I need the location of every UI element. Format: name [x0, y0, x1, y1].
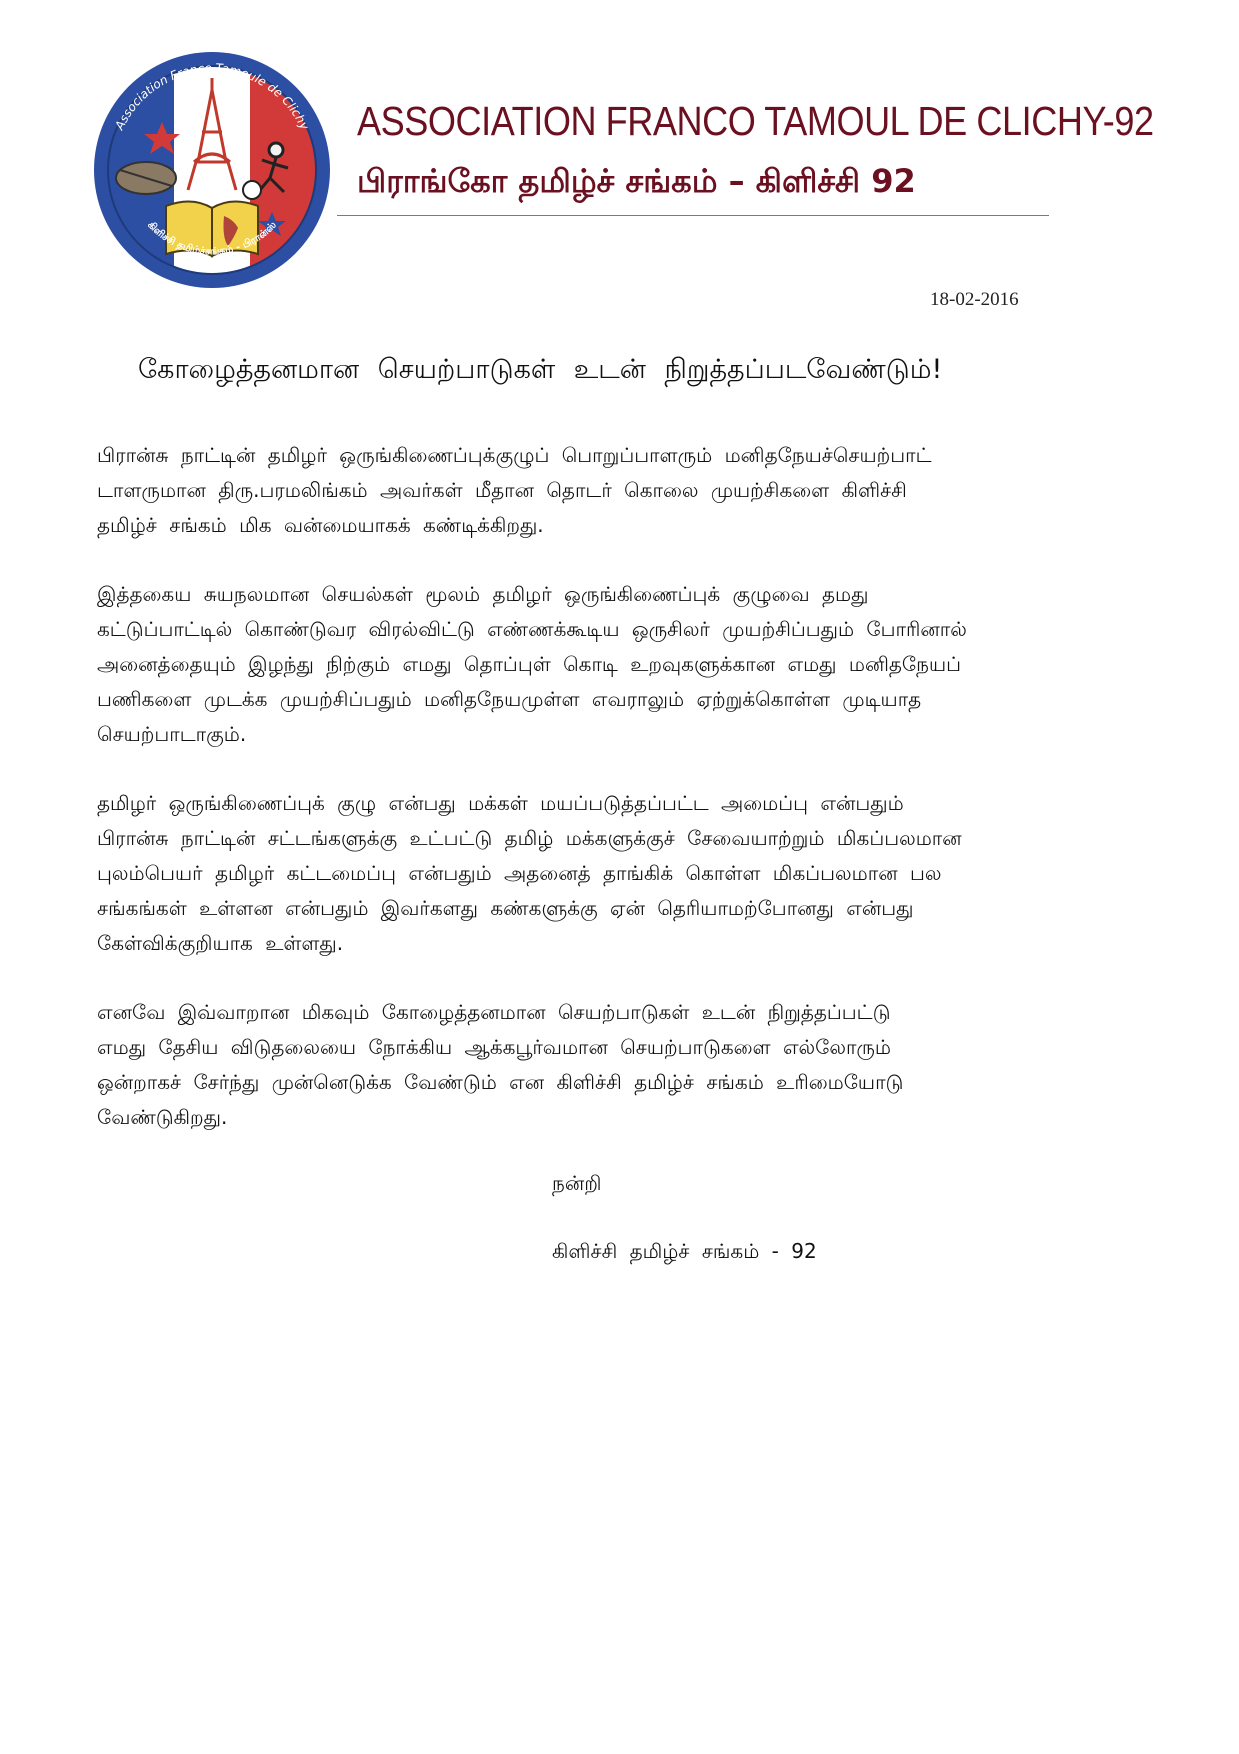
paragraph-line: பிரான்சு நாட்டின் சட்டங்களுக்கு உட்பட்டு தமிழ் மக்களுக்குச் சேவையாற்றும் மிகப்பலமான: [97, 826, 962, 850]
paragraph-line: தமிழர் ஒருங்கிணைப்புக் குழு என்பது மக்கள் மயப்படுத்தப்பட்ட அமைப்பு என்பதும்: [97, 791, 904, 815]
football-icon: [243, 181, 261, 199]
paragraph-line: பிரான்சு நாட்டின் தமிழர் ஒருங்கிணைப்புக்குழுப் பொறுப்பாளரும் மனிதநேயச்செயற்பாட்: [97, 443, 932, 467]
paragraph-line: கேள்விக்குறியாக உள்ளது.: [97, 931, 344, 955]
paragraph-3: [97, 786, 1192, 961]
paragraph-1: [97, 438, 1192, 543]
paragraph-4: [97, 995, 1192, 1135]
paragraph-line: டாளருமான திரு.பரமலிங்கம் அவர்கள் மீதான தொடர் கொலை முயற்சிகளை கிளிச்சி: [97, 478, 907, 502]
logo-ring-text-bottom: கிளிச்சி தமிழ்ச்சங்கம் - பிரான்ஸ்: [145, 219, 279, 258]
paragraph-line: கட்டுப்பாட்டில் கொண்டுவர விரல்விட்டு எண்ணக்கூடிய ஒருசிலர் முயற்சிப்பதும் போரினால்: [97, 617, 967, 641]
org-name-french: ASSOCIATION FRANCO TAMOUL DE CLICHY-92: [357, 98, 1154, 144]
letter-date: 18-02-2016: [930, 289, 1019, 310]
header-divider: [337, 215, 1049, 216]
paragraph-line: அனைத்தையும் இழந்து நிற்கும் எமது தொப்புள் கொடி உறவுகளுக்கான எமது மனிதநேயப்: [97, 652, 961, 676]
paragraph-line: புலம்பெயர் தமிழர் கட்டமைப்பு என்பதும் அதனைத் தாங்கிக் கொள்ள மிகப்பலமான பல: [97, 861, 942, 885]
paragraph-line: வேண்டுகிறது.: [97, 1105, 228, 1129]
paragraph-line: எமது தேசிய விடுதலையை நோக்கிய ஆக்கபூர்வமான செயற்பாடுகளை எல்லோரும்: [97, 1035, 892, 1059]
paragraph-line: செயற்பாடாகும்.: [97, 722, 247, 746]
closing-thanks: நன்றி: [552, 1171, 602, 1195]
association-logo: [92, 50, 332, 290]
closing-signature: கிளிச்சி தமிழ்ச் சங்கம் - 92: [552, 1239, 817, 1263]
paragraph-2: [97, 577, 1192, 752]
logo-emblem: [92, 50, 332, 290]
paragraph-line: தமிழ்ச் சங்கம் மிக வன்மையாகக் கண்டிக்கிறது.: [97, 513, 544, 537]
paragraph-line: பணிகளை முடக்க முயற்சிப்பதும் மனிதநேயமுள்ள எவராலும் ஏற்றுக்கொள்ள முடியாத: [97, 687, 922, 711]
paragraph-line: சங்கங்கள் உள்ளன என்பதும் இவர்களது கண்களுக்கு ஏன் தெரியாமற்போனது என்பது: [97, 896, 914, 920]
logo-ring-text-top: Association Franco-Tamoule de Clichy: [112, 60, 312, 132]
org-name-tamil: பிராங்கோ தமிழ்ச் சங்கம் – கிளிச்சி 92: [357, 162, 916, 200]
drum-icon: [116, 162, 176, 194]
letter-body: [97, 438, 1192, 1169]
letter-title: கோழைத்தனமான செயற்பாடுகள் உடன் நிறுத்தப்படவேண்டும்!: [138, 354, 943, 385]
paragraph-line: இத்தகைய சுயநலமான செயல்கள் மூலம் தமிழர் ஒருங்கிணைப்புக் குழுவை தமது: [97, 582, 869, 606]
paragraph-line: ஒன்றாகச் சேர்ந்து முன்னெடுக்க வேண்டும் என கிளிச்சி தமிழ்ச் சங்கம் உரிமையோடு: [97, 1070, 904, 1094]
paragraph-line: எனவே இவ்வாறான மிகவும் கோழைத்தனமான செயற்பாடுகள் உடன் நிறுத்தப்பட்டு: [97, 1000, 891, 1024]
